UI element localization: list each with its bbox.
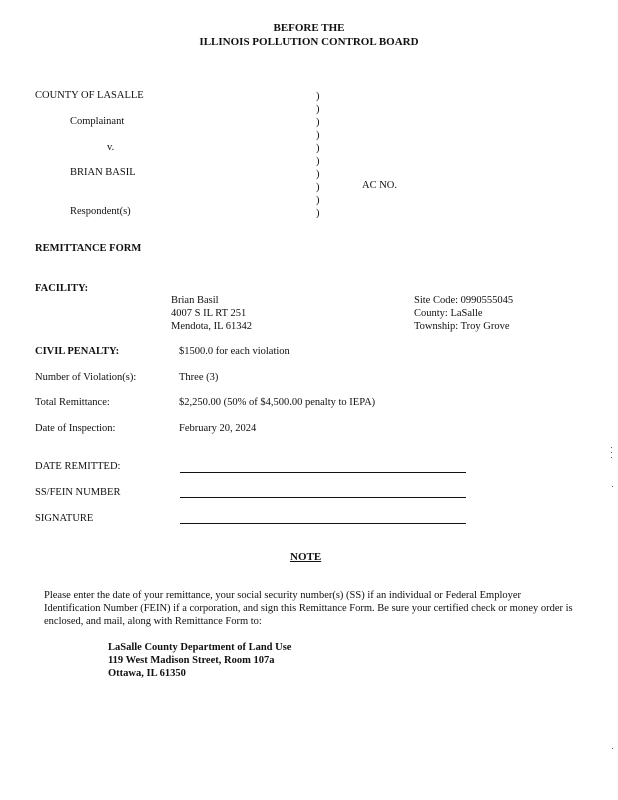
- ac-no-label: AC NO.: [362, 180, 398, 191]
- respondent-label: Respondent(s): [70, 206, 131, 217]
- form-title: REMITTANCE FORM: [35, 243, 142, 254]
- complainant-label: Complainant: [70, 116, 125, 127]
- complainant-name: COUNTY OF LASALLE: [35, 90, 144, 101]
- signature-line[interactable]: [180, 523, 466, 524]
- scan-speck: [611, 452, 612, 453]
- scan-speck: [612, 486, 613, 487]
- facility-address-2: Mendota, IL 61342: [171, 321, 252, 332]
- respondent-name: BRIAN BASIL: [70, 167, 136, 178]
- civil-penalty-value: $1500.0 for each violation: [179, 346, 290, 357]
- violations-label: Number of Violation(s):: [35, 372, 137, 383]
- scan-speck: [611, 447, 612, 448]
- date-remitted-line[interactable]: [180, 472, 466, 473]
- header-line-1: BEFORE THE: [273, 22, 345, 34]
- mailing-address-line-3: Ottawa, IL 61350: [108, 668, 186, 679]
- mailing-address-line-2: 119 West Madison Street, Room 107a: [108, 655, 275, 666]
- site-code: Site Code: 0990555045: [414, 295, 514, 306]
- mailing-address-line-1: LaSalle County Department of Land Use: [108, 642, 292, 653]
- violations-value: Three (3): [179, 372, 219, 383]
- facility-address-1: 4007 S IL RT 251: [171, 308, 247, 319]
- county: County: LaSalle: [414, 308, 483, 319]
- facility-label: FACILITY:: [35, 283, 89, 294]
- township: Township: Troy Grove: [414, 321, 510, 332]
- note-body: Please enter the date of your remittance, your social security number(s) (SS) if an individual or Federal Employer Identification Number (FEIN) if a corporation, and sign this Remittance Form. Be sure your certified check or money order is enclosed, and mail, along with Remittance Form to:: [44, 590, 573, 627]
- note-title: NOTE: [290, 551, 322, 563]
- header-line-2: ILLINOIS POLLUTION CONTROL BOARD: [199, 36, 419, 48]
- ss-fein-label: SS/FEIN NUMBER: [35, 487, 121, 498]
- total-remittance-value: $2,250.00 (50% of $4,500.00 penalty to IEPA): [179, 397, 376, 408]
- ss-fein-line[interactable]: [180, 497, 466, 498]
- civil-penalty-label: CIVIL PENALTY:: [35, 346, 120, 357]
- facility-name: Brian Basil: [171, 295, 219, 306]
- scan-speck: [612, 748, 613, 749]
- total-remittance-label: Total Remittance:: [35, 397, 110, 408]
- date-remitted-label: DATE REMITTED:: [35, 461, 121, 472]
- versus-label: v.: [107, 142, 115, 153]
- signature-label: SIGNATURE: [35, 513, 94, 524]
- inspection-date-value: February 20, 2024: [179, 423, 257, 434]
- scan-speck: [611, 457, 612, 458]
- inspection-date-label: Date of Inspection:: [35, 423, 116, 434]
